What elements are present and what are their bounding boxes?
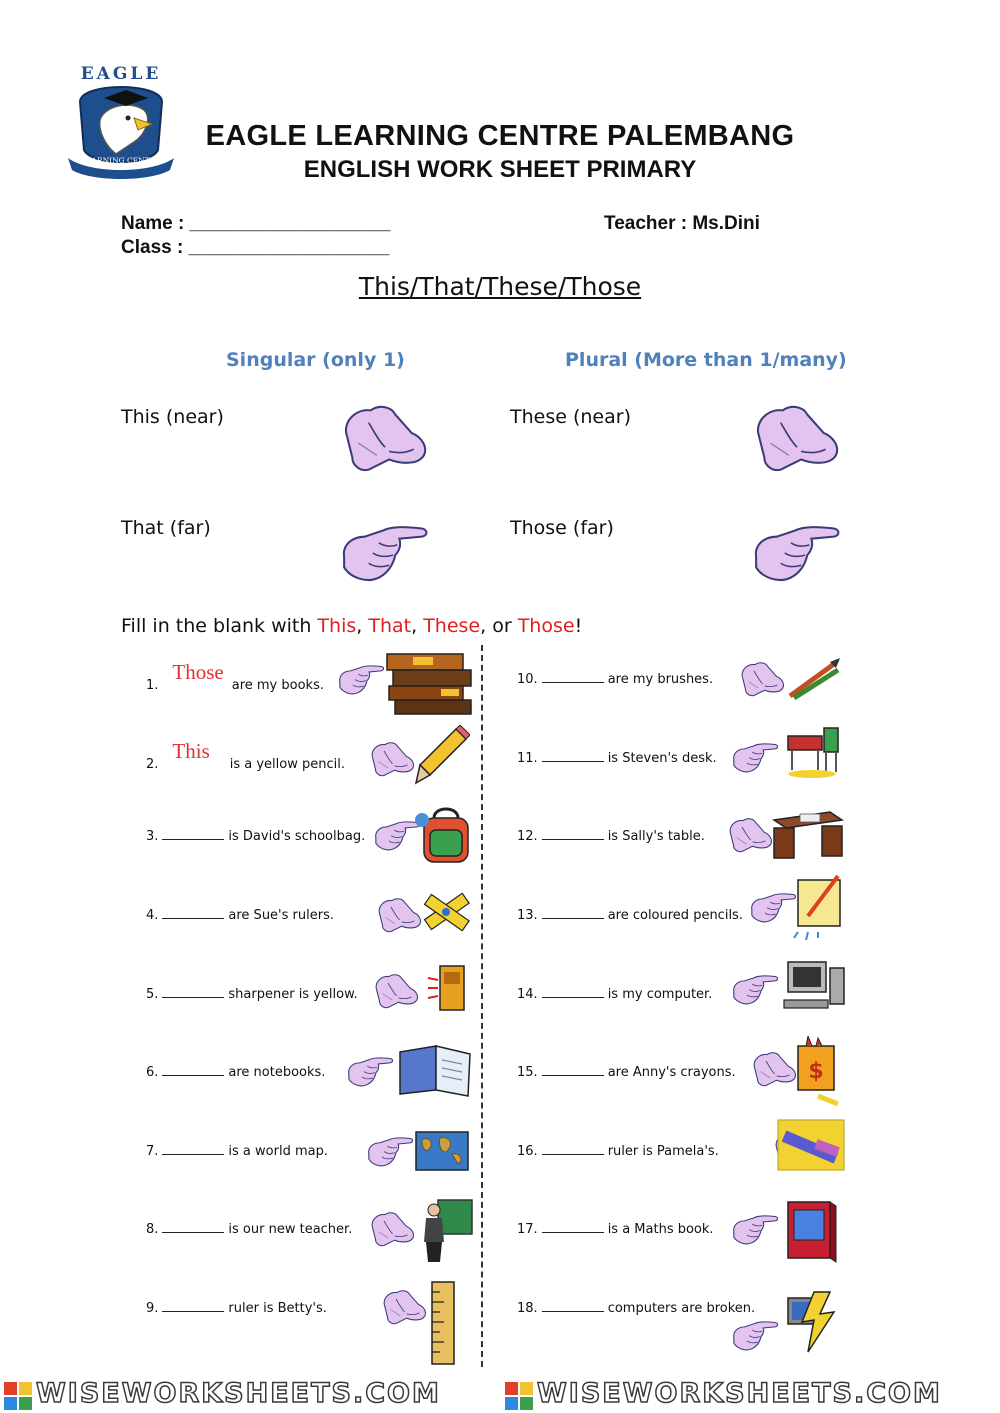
exercise-item-2: 2.Thisis a yellow pencil. [146, 739, 345, 772]
blank-12[interactable] [542, 827, 604, 840]
exercise-item-1: 1.Thoseare my books. [146, 660, 324, 693]
blank-15[interactable] [542, 1063, 604, 1076]
exercise-item-6: 6. are notebooks. [146, 1065, 326, 1080]
logo-top-text: EAGLE [80, 64, 162, 84]
name-field-label: Name : ___________________ [121, 213, 391, 234]
column-divider [481, 645, 483, 1367]
exercise-item-8: 8. is our new teacher. [146, 1222, 353, 1237]
open-hand-icon [726, 816, 774, 854]
pointing-hand-icon [730, 1316, 780, 1354]
exercise-item-7: 7. is a world map. [146, 1144, 328, 1159]
word-this: This [317, 615, 357, 637]
pointing-hand-icon [730, 1210, 780, 1248]
open-hand-icon [375, 896, 423, 934]
answer-1[interactable]: Those [172, 660, 224, 684]
open-hand-icon [380, 1288, 428, 1326]
pointing-hand-icon [365, 1132, 415, 1170]
blank-8[interactable] [162, 1220, 224, 1233]
exercise-item-9: 9. ruler is Betty's. [146, 1301, 327, 1316]
answer-2[interactable]: This [172, 739, 210, 763]
word-these: These [423, 615, 481, 637]
exercise-item-11: 11. is Steven's desk. [517, 751, 717, 766]
notebooks-icon [396, 1042, 474, 1098]
exercise-item-16: 16. ruler is Pamela's. [517, 1144, 719, 1159]
teacher-icon [420, 1196, 474, 1268]
exercise-item-14: 14. is my computer. [517, 987, 713, 1002]
plural-column-heading: Plural (More than 1/many) [565, 349, 847, 371]
blank-3[interactable] [162, 827, 224, 840]
singular-column-heading: Singular (only 1) [226, 349, 405, 371]
footer-text-2: WISEWORKSHEETS.COM [537, 1378, 942, 1409]
exercise-item-3: 3. is David's schoolbag. [146, 829, 366, 844]
ruler-pamela-icon [776, 1116, 846, 1174]
pointing-hand-icon [730, 738, 780, 776]
class-field-label: Class : ___________________ [121, 237, 390, 258]
blank-18[interactable] [542, 1299, 604, 1312]
rulers-icon [420, 886, 472, 938]
footer-watermark [0, 1378, 1000, 1413]
logo-bottom-text: LEARNING CENTRE [81, 156, 161, 165]
brand-logo-icon [505, 1382, 533, 1410]
school-title: EAGLE LEARNING CENTRE PALEMBANG [205, 120, 795, 152]
broken-computers-icon [784, 1288, 844, 1360]
open-hand-icon [372, 972, 420, 1010]
books-icon [385, 650, 475, 716]
exercise-item-13: 13. are coloured pencils. [517, 908, 743, 923]
world-map-icon [414, 1128, 470, 1174]
blank-14[interactable] [542, 985, 604, 998]
blank-13[interactable] [542, 906, 604, 919]
pointing-hand-icon [336, 660, 386, 698]
blank-7[interactable] [162, 1142, 224, 1155]
computer-icon [782, 958, 848, 1014]
open-hand-icon [738, 660, 786, 698]
pencil-icon [412, 725, 470, 787]
those-far-label: Those (far) [510, 517, 614, 539]
exercise-item-17: 17. is a Maths book. [517, 1222, 714, 1237]
that-far-label: That (far) [121, 517, 211, 539]
blank-16[interactable] [542, 1142, 604, 1155]
worksheet-subtitle: ENGLISH WORK SHEET PRIMARY [303, 156, 697, 183]
crayons-icon [792, 1036, 844, 1108]
pointing-hand-icon [345, 1052, 395, 1090]
pointing-hand-icon [338, 516, 430, 588]
word-that: That [368, 615, 412, 637]
instruction-text: Fill in the blank with This, That, These, or Those! [121, 615, 583, 637]
word-those: Those [517, 615, 575, 637]
svg-text:$: $ [808, 1059, 824, 1084]
these-near-label: These (near) [510, 406, 631, 428]
exercise-item-15: 15. are Anny's crayons. [517, 1065, 736, 1080]
brand-logo-icon [4, 1382, 32, 1410]
blank-5[interactable] [162, 985, 224, 998]
desk-icon [782, 714, 842, 780]
blank-4[interactable] [162, 906, 224, 919]
teacher-label: Teacher : Ms.Dini [604, 213, 760, 234]
blank-10[interactable] [542, 670, 604, 683]
open-hand-icon [750, 402, 842, 474]
exercise-item-18: 18. computers are broken. [517, 1301, 756, 1316]
footer-text-1: WISEWORKSHEETS.COM [36, 1378, 441, 1409]
blank-6[interactable] [162, 1063, 224, 1076]
this-near-label: This (near) [121, 406, 224, 428]
maths-book-icon [782, 1196, 842, 1268]
exercise-item-10: 10. are my brushes. [517, 672, 714, 687]
blank-9[interactable] [162, 1299, 224, 1312]
pointing-hand-icon [730, 970, 780, 1008]
exercise-item-12: 12. is Sally's table. [517, 829, 705, 844]
blank-17[interactable] [542, 1220, 604, 1233]
blank-11[interactable] [542, 749, 604, 762]
pointing-hand-icon [750, 516, 842, 588]
worksheet-topic-title: This/That/These/Those [358, 272, 642, 301]
open-hand-icon [750, 1050, 798, 1088]
sharpener-icon [428, 958, 474, 1014]
exercise-item-5: 5. sharpener is yellow. [146, 987, 358, 1002]
coloured-pencils-icon [790, 872, 846, 942]
open-hand-icon [338, 402, 430, 474]
schoolbag-icon [412, 806, 478, 866]
open-hand-icon [368, 740, 416, 778]
brushes-icon [784, 656, 842, 702]
open-hand-icon [368, 1210, 416, 1248]
ruler-icon [428, 1280, 458, 1366]
exercise-item-4: 4. are Sue's rulers. [146, 908, 334, 923]
table-icon [770, 806, 846, 862]
